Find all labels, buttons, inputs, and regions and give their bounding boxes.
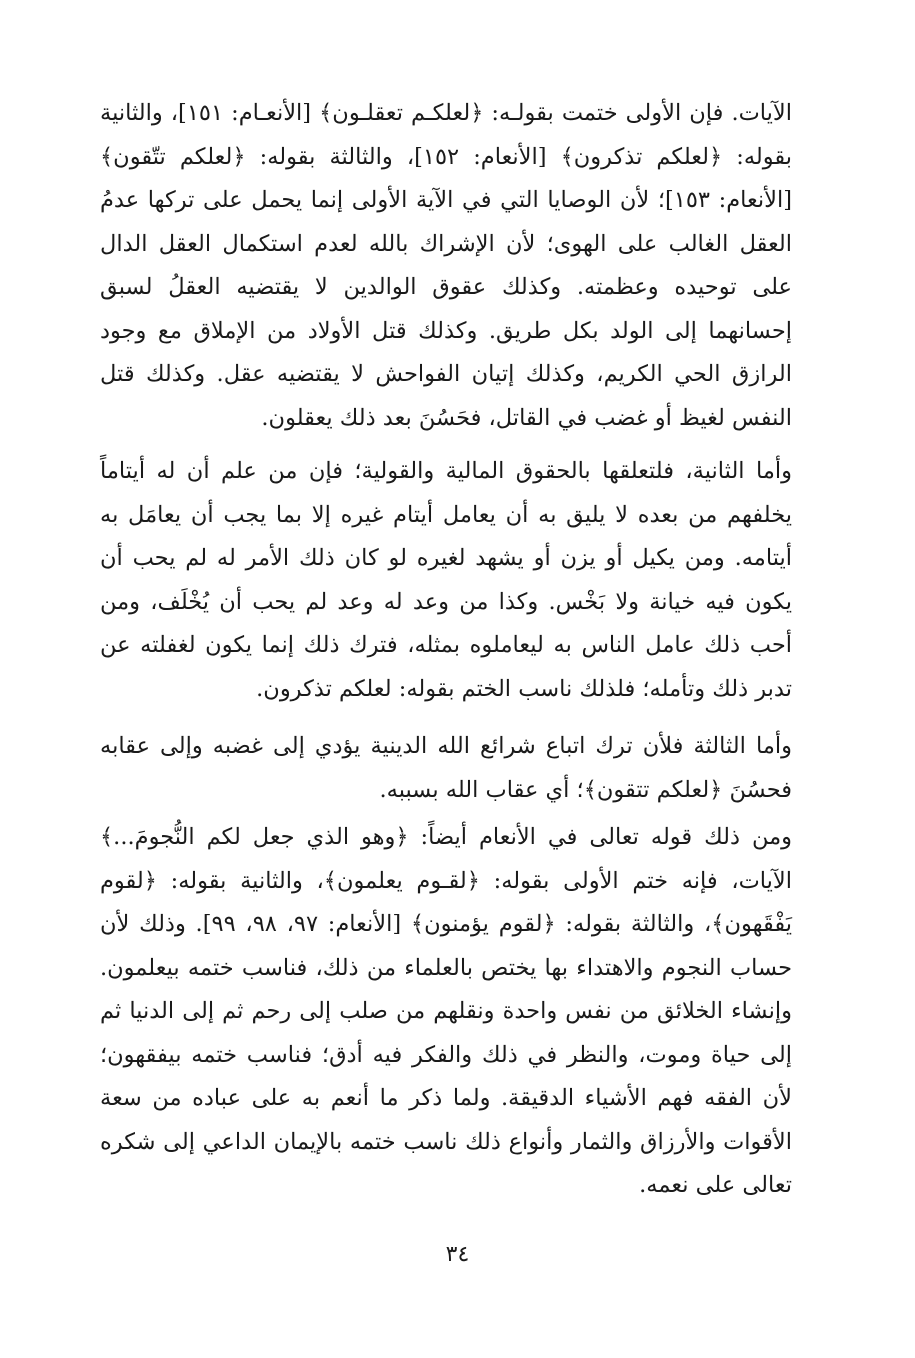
paragraph-2: وأما الثانية، فلتعلقها بالحقوق المالية والقولية؛ فإن من علم أن له أيتاماً يخلفهم من بعده لا يليق به أن يعامل أيتام غيره إلا بما يجب أن يعامَل به أيتامه. ومن يكيل أو يزن أو يشهد لغيره لو كان ذلك الأمر له لم يحب أن يكون فيه خيانة ولا بَخْس. وكذا من وعد له وعد لم يحب أن يُخْلَف، ومن أحب ذلك عامل الناس به ليعاملوه بمثله، فترك ذلك إنما يكون لغفلته عن تدبر ذلك وتأمله؛ فلذلك ناسب الختم بقوله: لعلكم تذكرون. (100, 458, 792, 702)
paragraph-1: الآيات. فإن الأولى ختمت بقولـه: ﴿لعلكـم تعقلـون﴾ [الأنعـام: ١٥١]، والثانية بقوله: ﴿لعلكم تذكرون﴾ [الأنعام: ١٥٢]، والثالثة بقوله: ﴿لعلكم تتّقون﴾ [الأنعام: ١٥٣]؛ لأن الوصايا التي في الآية الأولى إنما يحمل على تركها عدمُ العقل الغالب على الهوى؛ لأن الإشراك بالله لعدم استكمال العقل الدال على توحيده وعظمته. وكذلك عقوق الوالدين لا يقتضيه العقلُ لسبق إحسانهما إلى الولد بكل طريق. وكذلك قتل الأولاد من الإملاق مع وجود الرازق الحي الكريم، وكذلك إتيان الفواحش لا يقتضيه عقل. وكذلك قتل النفس لغيظ أو غضب في القاتل، فحَسُنَ بعد ذلك يعقلون. (100, 100, 793, 431)
page-number: ٣٤ (445, 1242, 470, 1267)
paragraph-4: ومن ذلك قوله تعالى في الأنعام أيضاً: ﴿وهو الذي جعل لكم النُّجومَ...﴾ الآيات، فإنه ختم الأولى بقوله: ﴿لقـوم يعلمون﴾، والثانية بقوله: ﴿لقوم يَفْقَهون﴾، والثالثة بقوله: ﴿لقوم يؤمنون﴾ [الأنعام: ٩٧، ٩٨، ٩٩]. وذلك لأن حساب النجوم والاهتداء بها يختص بالعلماء من ذلك، فناسب ختمه بيعلمون. وإنشاء الخلائق من نفس واحدة ونقلهم من صلب إلى رحم ثم إلى الدنيا ثم إلى حياة وموت، والنظر في ذلك والفكر فيه أدق؛ فناسب ختمه بيفقهون؛ لأن الفقه فهم الأشياء الدقيقة. ولما ذكر ما أنعم به على عباده من سعة الأقوات والأرزاق والثمار وأنواع ذلك ناسب ختمه بالإيمان الداعي إلى شكره تعالى على نعمه. (100, 824, 792, 1198)
paragraph-3: وأما الثالثة فلأن ترك اتباع شرائع الله الدينية يؤدي إلى غضبه وإلى عقابه فحسُنَ ﴿لعلكم تتقون﴾؛ أي عقاب الله بسببه. (100, 733, 792, 803)
page-body (100, 92, 792, 1208)
